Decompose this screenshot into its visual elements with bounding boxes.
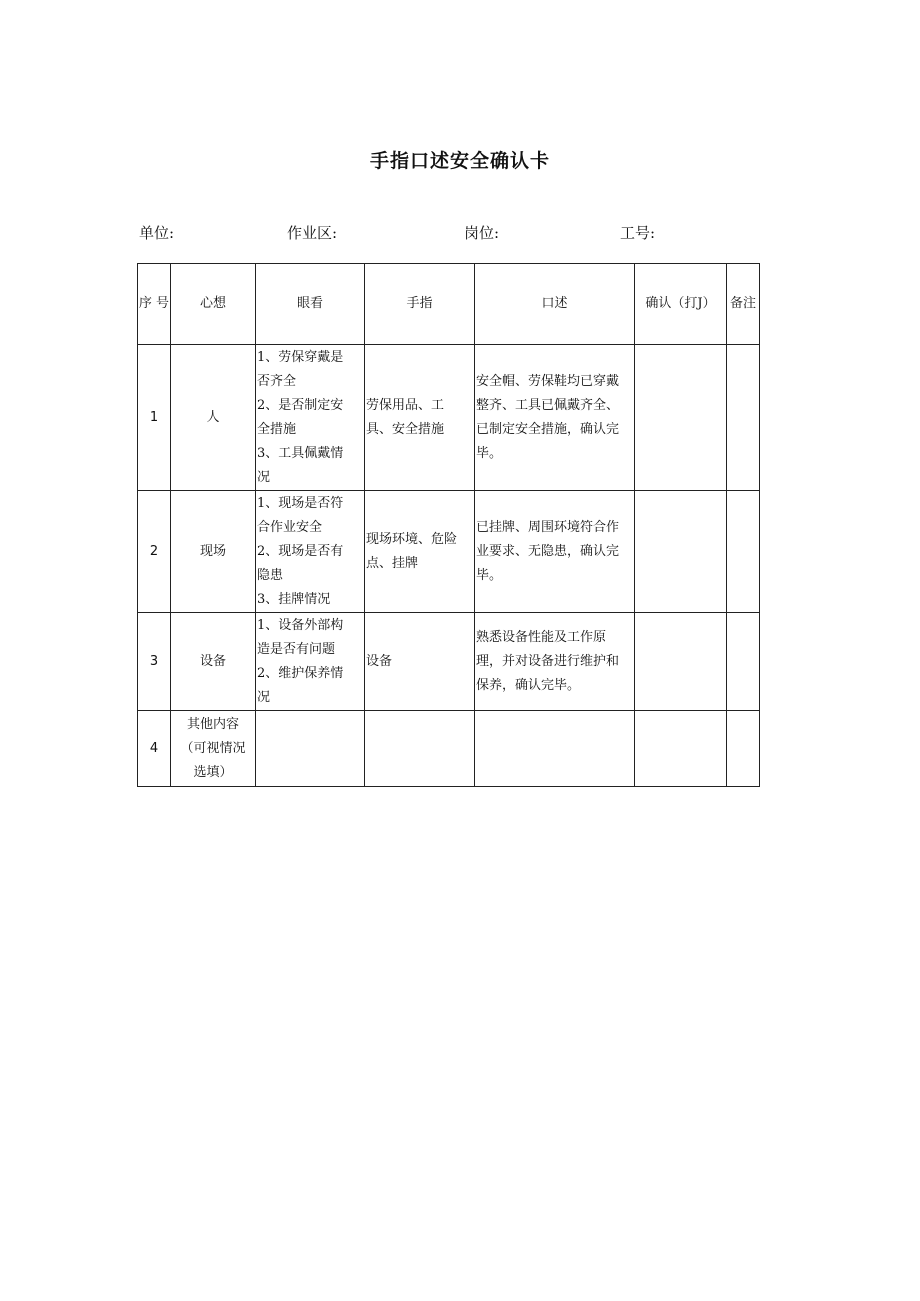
row-confirm-cell[interactable] [635, 491, 727, 613]
header-eye: 眼看 [256, 264, 365, 345]
row-mind: 人 [171, 345, 256, 491]
row-confirm-cell[interactable] [635, 345, 727, 491]
row-hand: 现场环境、危险 点、挂牌 [365, 491, 475, 613]
header-mind: 心想 [171, 264, 256, 345]
table-row [138, 613, 760, 711]
header-hand: 手指 [365, 264, 475, 345]
row-remark-cell[interactable] [727, 711, 760, 787]
row-eye[interactable] [256, 711, 365, 787]
row-hand: 设备 [365, 613, 475, 711]
header-row [138, 264, 760, 345]
work-area-label: 作业区: [287, 224, 338, 242]
row-number: 2 [138, 491, 171, 613]
row-eye: 1、劳保穿戴是 否齐全 2、是否制定安 全措施 3、工具佩戴情 况 [256, 345, 365, 491]
page-title: 手指口述安全确认卡 [369, 150, 550, 172]
row-number: 4 [138, 711, 171, 787]
row-remark-cell[interactable] [727, 345, 760, 491]
row-number: 3 [138, 613, 171, 711]
post-label: 岗位: [464, 224, 500, 242]
row-hand: 劳保用品、工 具、安全措施 [365, 345, 475, 491]
safety-confirmation-table [137, 263, 760, 787]
table-row [138, 491, 760, 613]
row-remark-cell[interactable] [727, 613, 760, 711]
row-hand[interactable] [365, 711, 475, 787]
header-remark: 备注 [727, 264, 760, 345]
row-mind: 设备 [171, 613, 256, 711]
employee-id-label: 工号: [620, 224, 656, 242]
row-confirm-cell[interactable] [635, 711, 727, 787]
row-mind: 现场 [171, 491, 256, 613]
row-mouth: 安全帽、劳保鞋均已穿戴 整齐、工具已佩戴齐全、 已制定安全措施，确认完 毕。 [475, 345, 635, 491]
row-confirm-cell[interactable] [635, 613, 727, 711]
row-remark-cell[interactable] [727, 491, 760, 613]
header-mouth: 口述 [475, 264, 635, 345]
table-row [138, 345, 760, 491]
row-mouth: 已挂牌、周围环境符合作 业要求、无隐患，确认完 毕。 [475, 491, 635, 613]
row-eye: 1、设备外部构 造是否有问题 2、维护保养情 况 [256, 613, 365, 711]
row-mind: 其他内容 （可视情况 选填） [171, 711, 256, 787]
row-eye: 1、现场是否符 合作业安全 2、现场是否有 隐患 3、挂牌情况 [256, 491, 365, 613]
unit-label: 单位: [139, 224, 175, 242]
row-number: 1 [138, 345, 171, 491]
header-seq: 序 号 [138, 264, 171, 345]
header-confirm: 确认（打J） [635, 264, 727, 345]
row-mouth: 熟悉设备性能及工作原 理，并对设备进行维护和 保养，确认完毕。 [475, 613, 635, 711]
table-row [138, 711, 760, 787]
row-mouth[interactable] [475, 711, 635, 787]
